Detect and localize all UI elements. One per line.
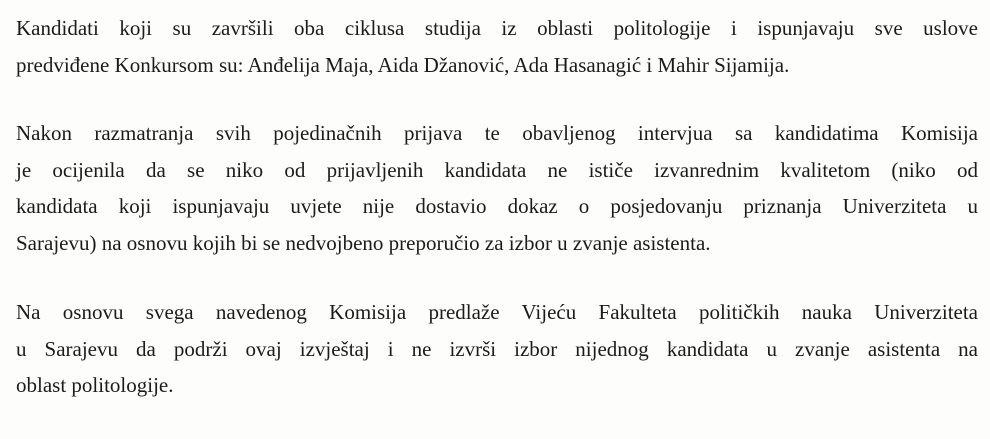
text-line: je ocijenila da se niko od prijavljenih kandidata ne ističe izvanrednim kvalitetom (niko od [16, 157, 978, 182]
text-line: u Sarajevu da podrži ovaj izvještaj i ne izvrši izbor nijednog kandidata u zvanje asistenta na [16, 336, 978, 361]
paragraph-recommendation [16, 294, 978, 404]
paragraph-commission-assessment [16, 115, 978, 261]
text-line: Nakon razmatranja svih pojedinačnih prijava te obavljenog intervjua sa kandidatima Komisija [16, 121, 978, 145]
text-line: Na osnovu svega navedenog Komisija predlaže Vijeću Fakulteta političkih nauka Univerziteta [16, 300, 978, 324]
text-line: kandidata koji ispunjavaju uvjete nije dostavio dokaz o posjedovanju priznanja Univerziteta u [16, 194, 978, 218]
text-line: Sarajevu) na osnovu kojih bi se nedvojbeno preporučio za izbor u zvanje asistenta. [16, 230, 711, 255]
paragraph-candidates [16, 10, 978, 83]
text-line: oblast politologije. [16, 373, 174, 397]
text-line: predviđene Konkursom su: Anđelija Maja, Aida Džanović, Ada Hasanagić i Mahir Sijamija. [16, 52, 790, 77]
text-line: Kandidati koji su završili oba ciklusa studija iz oblasti politologije i ispunjavaju sve uslove [16, 16, 978, 40]
